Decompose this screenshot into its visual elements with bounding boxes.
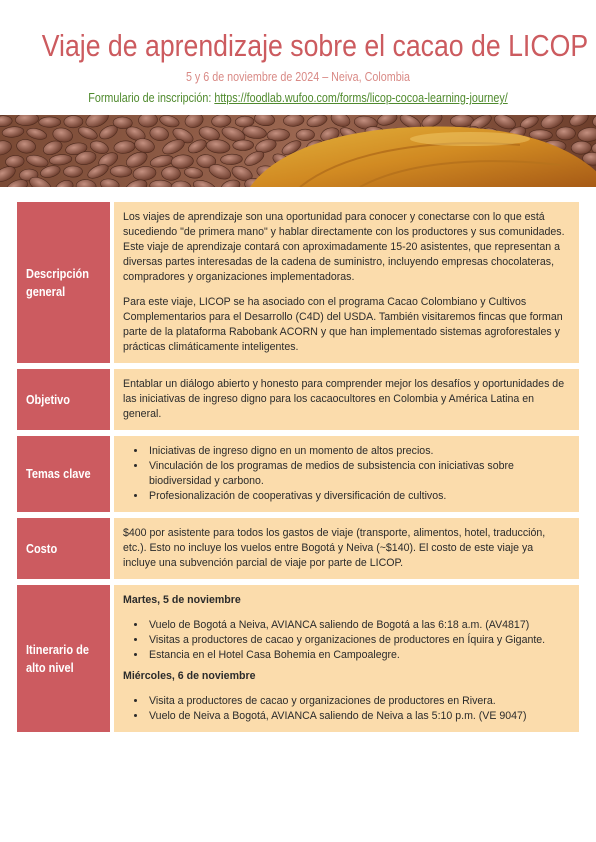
registration-line xyxy=(42,91,555,105)
label-descripcion: Descripción general xyxy=(17,202,114,363)
list-item: • Vuelo de Neiva a Bogotá, AVIANCA saliendo de Neiva a las 5:10 p.m. (VE 9047) xyxy=(147,709,569,724)
cocoa-bean-shape xyxy=(556,127,575,140)
label-objetivo: Objetivo xyxy=(17,369,114,430)
list-item: • Iniciativas de ingreso digno en un momento de altos precios. xyxy=(147,444,569,459)
registration-link[interactable]: https://foodlab.wufoo.com/forms/licop-cocoa-learning-journey/ xyxy=(214,91,508,105)
content-costo: $400 por asistente para todos los gastos de viaje (transporte, alimentos, hotel, traducción, etc.). Esto no incluye los vuelos entre Bogotá y Neiva (~$140). El costo de este viaje ya incluye una subvención parcial de viaje por parte de LICOP. xyxy=(114,518,579,579)
label-itinerario: Itinerario de alto nivel xyxy=(17,585,114,732)
row-itinerario xyxy=(17,585,579,732)
day-heading: Miércoles, 6 de noviembre xyxy=(123,670,256,682)
cocoa-bean-shape xyxy=(233,140,254,151)
content-descripcion xyxy=(114,202,579,363)
event-date-location: 5 y 6 de noviembre de 2024 – Neiva, Colombia xyxy=(185,70,411,84)
label-costo: Costo xyxy=(17,518,114,579)
descripcion-paragraph-1: Los viajes de aprendizaje son una oportunidad para conocer y conectarse con lo que está sucediendo "de primera mano" y hablar directamente con los productores y sus comunidades. Este viaje de aprendizaje contará con aproximadamente 15-20 asistentes, que representan a diversas partes interesadas de la cadena de suministro, incluyendo empresas chocolateras, compradores y organizaciones implementadoras. xyxy=(123,211,565,283)
cocoa-banner-image xyxy=(0,115,596,187)
cocoa-bean-shape xyxy=(39,117,61,127)
content-temas xyxy=(114,436,579,512)
list-item: • Estancia en el Hotel Casa Bohemia en Campoalegre. xyxy=(147,648,569,663)
list-item: • Profesionalización de cooperativas y diversificación de cultivos. xyxy=(147,489,569,504)
descripcion-paragraph-2: Para este viaje, LICOP se ha asociado con el programa Cacao Colombiano y Cultivos Complementarios para el Desarrollo (C4D) del USDA. También visitaremos fincas que forman parte de la plataforma Rabobank ACORN y que han implementado sistemas agroforestales y prácticas climáticamente inteligentes. xyxy=(123,296,563,353)
cocoa-bean-shape xyxy=(161,166,180,180)
list-item: • Visitas a productores de cacao y organizaciones de productores en Íquira y Gigante. xyxy=(147,633,569,648)
cocoa-bean-shape xyxy=(110,166,132,178)
page-title: Viaje de aprendizaje sobre el cacao de LICOP xyxy=(41,28,589,63)
list-item: • Visita a productores de cacao y organizaciones de productores en Rivera. xyxy=(147,694,569,709)
day2-list xyxy=(123,694,569,724)
cocoa-bean-shape xyxy=(63,166,82,178)
list-item: • Vinculación de los programas de medios de subsistencia con iniciativas sobre biodiversidad y carbono. xyxy=(147,459,569,489)
row-temas xyxy=(17,436,579,512)
day1-list xyxy=(123,618,569,663)
info-table xyxy=(17,196,579,738)
row-costo xyxy=(17,518,579,579)
row-objetivo xyxy=(17,369,579,430)
temas-list xyxy=(123,444,569,504)
row-descripcion xyxy=(17,202,579,363)
content-objetivo: Entablar un diálogo abierto y honesto para comprender mejor los desafíos y oportunidades de las iniciativas de ingreso digno para los cacaocultores en Colombia y América Latina en general. xyxy=(114,369,579,430)
label-temas: Temas clave xyxy=(17,436,114,512)
cocoa-bean-shape xyxy=(64,115,83,128)
registration-label: Formulario de inscripción: xyxy=(88,91,215,105)
list-item: • Vuelo de Bogotá a Neiva, AVIANCA saliendo de Bogotá a las 6:18 a.m. (AV4817) xyxy=(147,618,569,633)
day-heading: Martes, 5 de noviembre xyxy=(123,594,241,606)
content-itinerario xyxy=(114,585,579,732)
